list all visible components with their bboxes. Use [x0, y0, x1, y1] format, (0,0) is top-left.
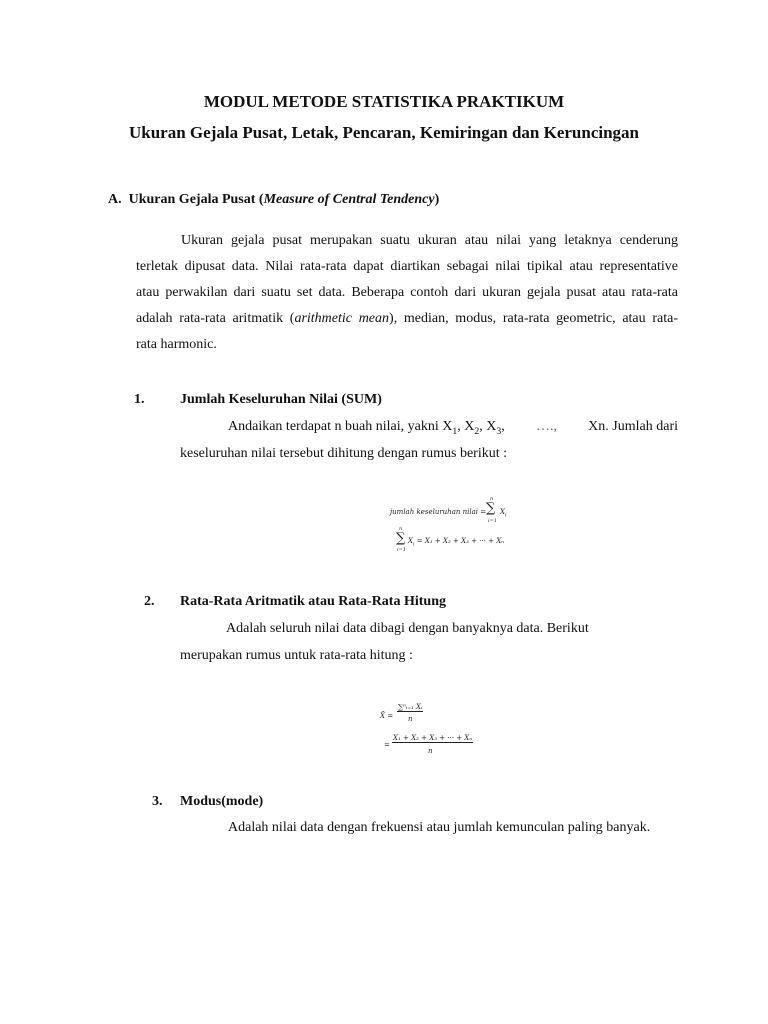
section-a-title-italic: Measure of Central Tendency: [263, 192, 435, 207]
sum2-top: n: [399, 526, 403, 532]
section-a-title-end: ): [434, 192, 440, 207]
mean-numerator: ∑ⁿᵢ₌₁ Xᵢ: [398, 703, 423, 711]
sum2-rhs: $X_i = X_1 + X_2 + X_3$ + ··· + Xₙ: [408, 537, 505, 548]
sigma-icon: ∑: [396, 531, 406, 546]
item-2-title: Rata-Rata Aritmatik atau Rata-Rata Hitung: [180, 594, 446, 609]
item-3-line1: Adalah nilai data dengan frekuensi atau jumlah kemunculan paling banyak.: [228, 820, 651, 835]
section-a-label: A.: [108, 192, 122, 207]
item-3-title: Modus(mode): [180, 794, 264, 809]
item-1-line1: [228, 419, 678, 437]
sum2-bottom: i=1: [397, 547, 406, 553]
paragraph-text: adalah rata-rata aritmatik (: [136, 311, 295, 326]
formula-mean: [380, 703, 520, 763]
section-a-title: Ukuran Gejala Pusat (: [128, 192, 264, 207]
item-2-line2: merupakan rumus untuk rata-rata hitung :: [180, 648, 413, 663]
sigma-icon: ∑: [486, 501, 496, 516]
mean2-lhs: =: [384, 741, 390, 749]
mean-denominator: n: [408, 715, 413, 723]
page-title: MODUL METODE STATISTIKA PRAKTIKUM: [203, 92, 565, 111]
paragraph-line: terletak dipusat data. Nilai rata-rata dapat diartikan sebagai nilai tipikal atau representative: [136, 259, 678, 274]
mean-lhs: X̄ =: [380, 712, 394, 720]
mean2-numerator: X₁ + X₂ + X₃ + ··· + Xₙ: [393, 734, 473, 742]
paragraph-line: Ukuran gejala pusat merupakan suatu ukuran atau nilai yang letaknya cenderung: [181, 233, 678, 248]
item-1-line2: keseluruhan nilai tersebut dihitung dengan rumus berikut :: [180, 446, 507, 461]
item-2-line1: Adalah seluruh nilai data dibagi dengan banyaknya data. Berikut: [226, 621, 589, 636]
sum-top: n: [490, 496, 494, 502]
item-2-number: 2.: [144, 594, 155, 609]
paragraph-line: atau perwakilan dari suatu set data. Beberapa contoh dari ukuran gejala pusat atau rata-rata: [136, 285, 678, 300]
item-3-number: 3.: [152, 794, 163, 809]
sum-bottom: i=1: [488, 518, 497, 524]
sum-term: $X_i$: [500, 508, 507, 519]
section-a-heading: [108, 192, 439, 208]
paragraph-italic: arithmetic mean: [294, 311, 390, 326]
item-1-title: Jumlah Keseluruhan Nilai (SUM): [180, 392, 382, 407]
paragraph-line: [136, 306, 678, 332]
section-a-paragraph: [136, 228, 678, 358]
item-1-text-a: Andaikan terdapat n buah nilai, yakni $X_1$, $X_2$, $X_3$,: [228, 419, 505, 437]
paragraph-line: rata harmonic.: [136, 337, 217, 352]
item-1-number: 1.: [134, 392, 145, 407]
paragraph-text: ), median, modus, rata-rata geometric, atau rata-: [389, 311, 678, 326]
formula-sum-lhs: jumlah keseluruhan nilai =: [390, 508, 487, 516]
item-1-text-b: Xn. Jumlah dari: [588, 419, 678, 434]
mean2-denominator: n: [428, 747, 433, 755]
page-subtitle: Ukuran Gejala Pusat, Letak, Pencaran, Kemiringan dan Keruncingan: [128, 123, 640, 142]
item-1-dots: ….,: [535, 419, 557, 434]
